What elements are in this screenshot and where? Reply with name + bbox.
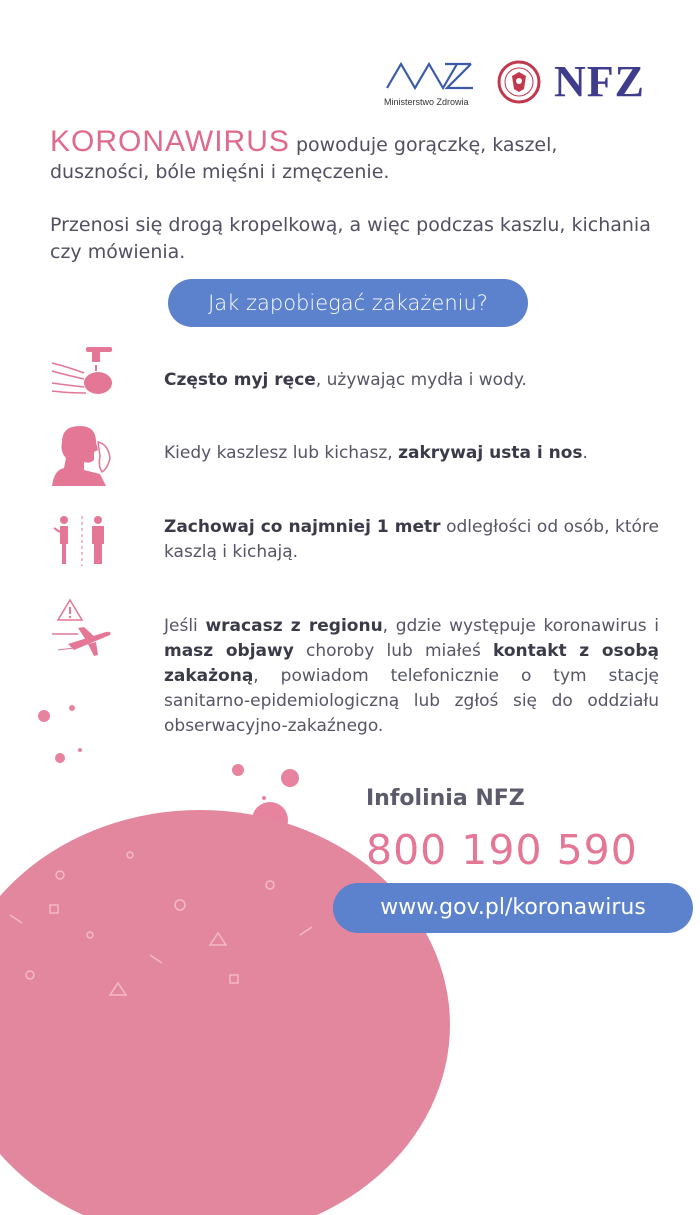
tip-wash-hands: Często myj ręce, używając mydła i wody.	[164, 370, 527, 390]
ministry-logo-text: Ministerstwo Zdrowia	[384, 97, 469, 107]
sanepid-emblem-icon	[497, 60, 541, 104]
keyword-koronawirus: KORONAWIRUS	[50, 125, 290, 158]
distance-icon	[52, 512, 112, 568]
hotline-phone-number[interactable]: 800 190 590	[366, 826, 638, 874]
tip-cover-mouth: Kiedy kaszlesz lub kichasz, zakrywaj usta i nos.	[164, 443, 588, 463]
prevention-heading: Jak zapobiegać zakażeniu?	[168, 279, 528, 327]
cover-mouth-icon	[50, 422, 120, 486]
hotline-label: Infolinia NFZ	[366, 786, 525, 811]
nfz-logo: NFZ	[554, 57, 645, 106]
website-link[interactable]: www.gov.pl/koronawirus	[333, 883, 693, 933]
intro-sentence-1: powoduje gorączkę, kaszel, duszności, bóle mięśni i zmęczenie.	[50, 134, 558, 183]
handwashing-icon	[48, 343, 120, 398]
travel-warning-icon	[48, 598, 118, 668]
tip-travel-warning: Jeśli wracasz z regionu, gdzie występuje koronawirus i masz objawy choroby lub miałeś kontakt z osobą zakażoną, powiadom telefonicznie o tym stację sanitarno-epidemiologiczną lub zgłoś się do oddziału obserwacyjno-zakaźnego.	[164, 616, 659, 736]
intro-paragraph	[50, 125, 660, 186]
tip-keep-distance: Zachowaj co najmniej 1 metr odległości od osób, które kaszlą i kichają.	[164, 517, 659, 562]
ministry-logo-mark	[385, 58, 475, 94]
intro-sentence-2: Przenosi się drogą kropelkową, a więc podczas kaszlu, kichania czy mówienia.	[50, 214, 651, 263]
